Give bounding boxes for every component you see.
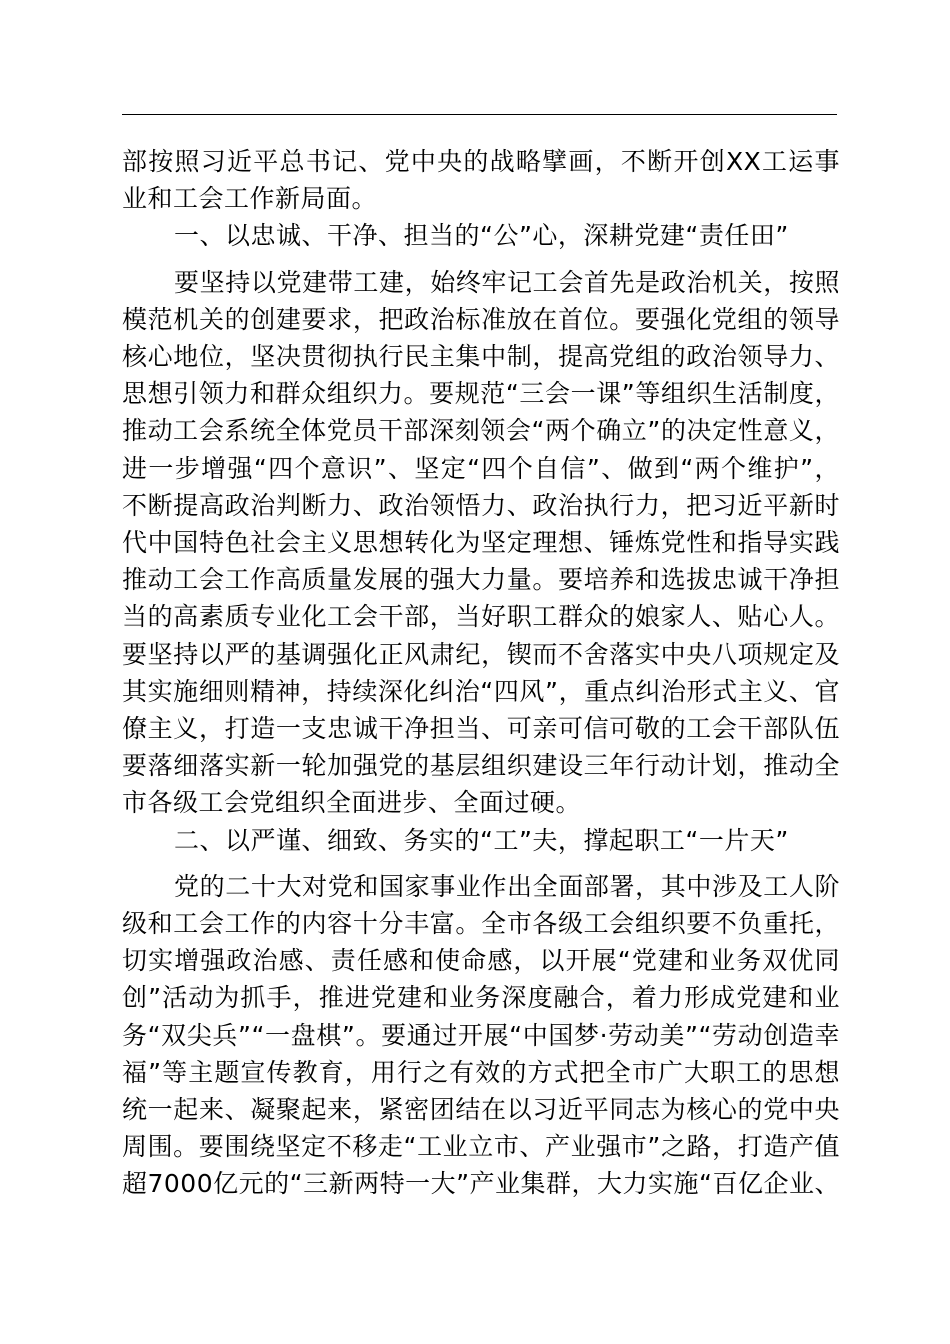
section-heading-1: 一、以忠诚、干净、担当的“公”心，深耕党建“责任田” [174,221,789,251]
paragraph-section-1: 要坚持以党建带工建，始终牢记工会首先是政治机关，按照模范机关的创建要求，把政治标准放在首位。要强化党组的领导核心地位，坚决贯彻执行民主集中制，提高党组的政治领导力、思想引领力和群众组织力。要规范“三会一课”等组织生活制度，推动工会系统全体党员干部深刻领会“两个确立”的决定性意义，进一步增强“四个意识”、坚定“四个自信”、做到“两个维护”，不断提高政治判断力、政治领悟力、政治执行力，把习近平新时代中国特色社会主义思想转化为坚定理想、锤炼党性和指导实践推动工会工作高质量发展的强大力量。要培养和选拔忠诚干净担当的高素质专业化工会干部，当好职工群众的娘家人、贴心人。要坚持以严的基调强化正风肃纪，锲而不舍落实中央八项规定及其实施细则精神，持续深化纠治“四风”，重点纠治形式主义、官僚主义，打造一支忠诚干净担当、可亲可信可敬的工会干部队伍要落细落实新一轮加强党的基层组织建设三年行动计划，推动全市各级工会党组织全面进步、全面过硬。 [122,267,840,818]
paragraph-continued: 部按照习近平总书记、党中央的战略擘画，不断开创XX工运事业和工会工作新局面。 [122,147,840,214]
header-rule [122,114,837,115]
document-body [122,143,840,1203]
paragraph-section-2: 党的二十大对党和国家事业作出全面部署，其中涉及工人阶级和工会工作的内容十分丰富。全市各级工会组织要不负重托，切实增强政治感、责任感和使命感，以开展“党建和业务双优同创”活动为抓手，推进党建和业务深度融合，着力形成党建和业务“双尖兵”“一盘棋”。要通过开展“中国梦·劳动美”“劳动创造幸福”等主题宣传教育，用行之有效的方式把全市广大职工的思想统一起来、凝聚起来，紧密团结在以习近平同志为核心的党中央周围。要围绕坚定不移走“工业立市、产业强市”之路，打造产值超7000亿元的“三新两特一大”产业集群，大力实施“百亿企业、 [122,871,840,1199]
section-heading-2: 二、以严谨、细致、务实的“工”夫，撑起职工“一片天” [174,825,789,855]
